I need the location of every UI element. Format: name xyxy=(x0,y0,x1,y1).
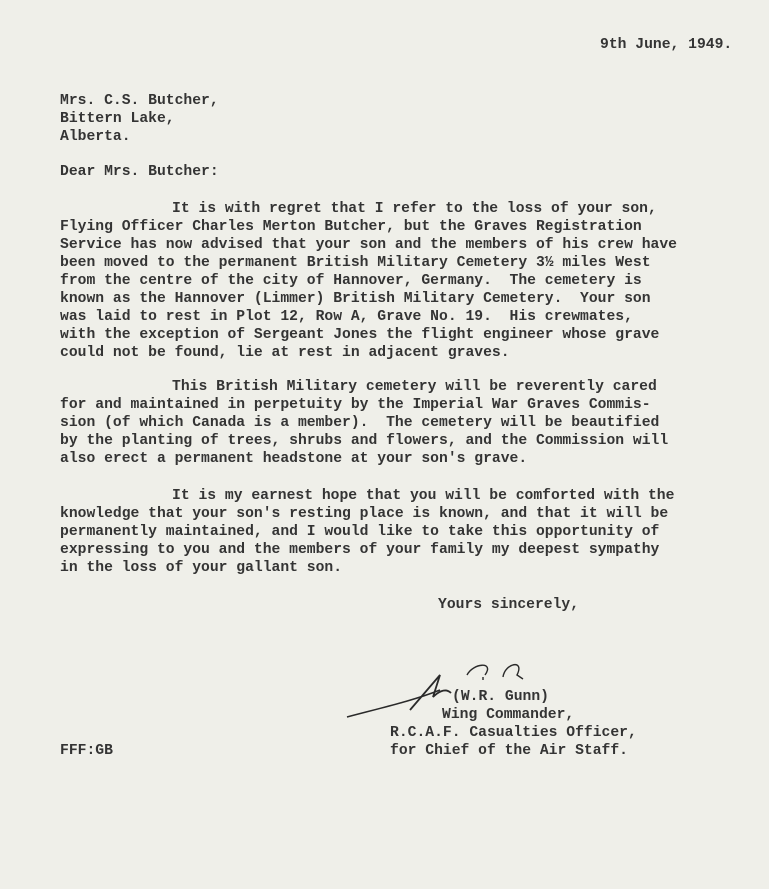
signatory-on-behalf: for Chief of the Air Staff. xyxy=(390,743,628,759)
text-line: permanently maintained, and I would like to take this opportunity of xyxy=(60,524,660,540)
text-line: with the exception of Sergeant Jones the flight engineer whose grave xyxy=(60,327,660,343)
address-line: Alberta. xyxy=(60,129,131,145)
signature-block xyxy=(390,688,637,760)
text-line: Service has now advised that your son and the members of his crew have xyxy=(60,237,677,253)
text-line: also erect a permanent headstone at your son's grave. xyxy=(60,451,528,467)
text-line: been moved to the permanent British Military Cemetery 3½ miles West xyxy=(60,255,651,271)
address-line: Bittern Lake, xyxy=(60,111,175,127)
address-line: Mrs. C.S. Butcher, xyxy=(60,93,219,109)
signatory-title: R.C.A.F. Casualties Officer, xyxy=(390,725,637,741)
text-line: It is my earnest hope that you will be comforted with the xyxy=(172,488,675,504)
paragraph-1 xyxy=(60,200,677,362)
signatory-name: (W.R. Gunn) xyxy=(452,689,549,705)
salutation: Dear Mrs. Butcher: xyxy=(60,164,219,180)
letter-date: 9th June, 1949. xyxy=(600,37,733,53)
text-line: known as the Hannover (Limmer) British Military Cemetery. Your son xyxy=(60,291,651,307)
text-line: by the planting of trees, shrubs and flowers, and the Commission will xyxy=(60,433,669,449)
text-line: from the centre of the city of Hannover, Germany. The cemetery is xyxy=(60,273,642,289)
paragraph-2 xyxy=(60,378,668,468)
text-line: for and maintained in perpetuity by the Imperial War Graves Commis- xyxy=(60,397,651,413)
signatory-rank: Wing Commander, xyxy=(442,707,575,723)
text-line: was laid to rest in Plot 12, Row A, Grave No. 19. His crewmates, xyxy=(60,309,633,325)
text-line: could not be found, lie at rest in adjacent graves. xyxy=(60,345,510,361)
text-line: This British Military cemetery will be reverently cared xyxy=(172,379,657,395)
closing: Yours sincerely, xyxy=(438,597,580,613)
recipient-address xyxy=(60,92,219,146)
text-line: in the loss of your gallant son. xyxy=(60,560,343,576)
text-line: sion (of which Canada is a member). The cemetery will be beautified xyxy=(60,415,660,431)
text-line: expressing to you and the members of your family my deepest sympathy xyxy=(60,542,660,558)
text-line: knowledge that your son's resting place is known, and that it will be xyxy=(60,506,669,522)
paragraph-3 xyxy=(60,487,674,577)
reference-initials: FFF:GB xyxy=(60,743,113,759)
text-line: It is with regret that I refer to the loss of your son, xyxy=(172,201,657,217)
text-line: Flying Officer Charles Merton Butcher, but the Graves Registration xyxy=(60,219,642,235)
